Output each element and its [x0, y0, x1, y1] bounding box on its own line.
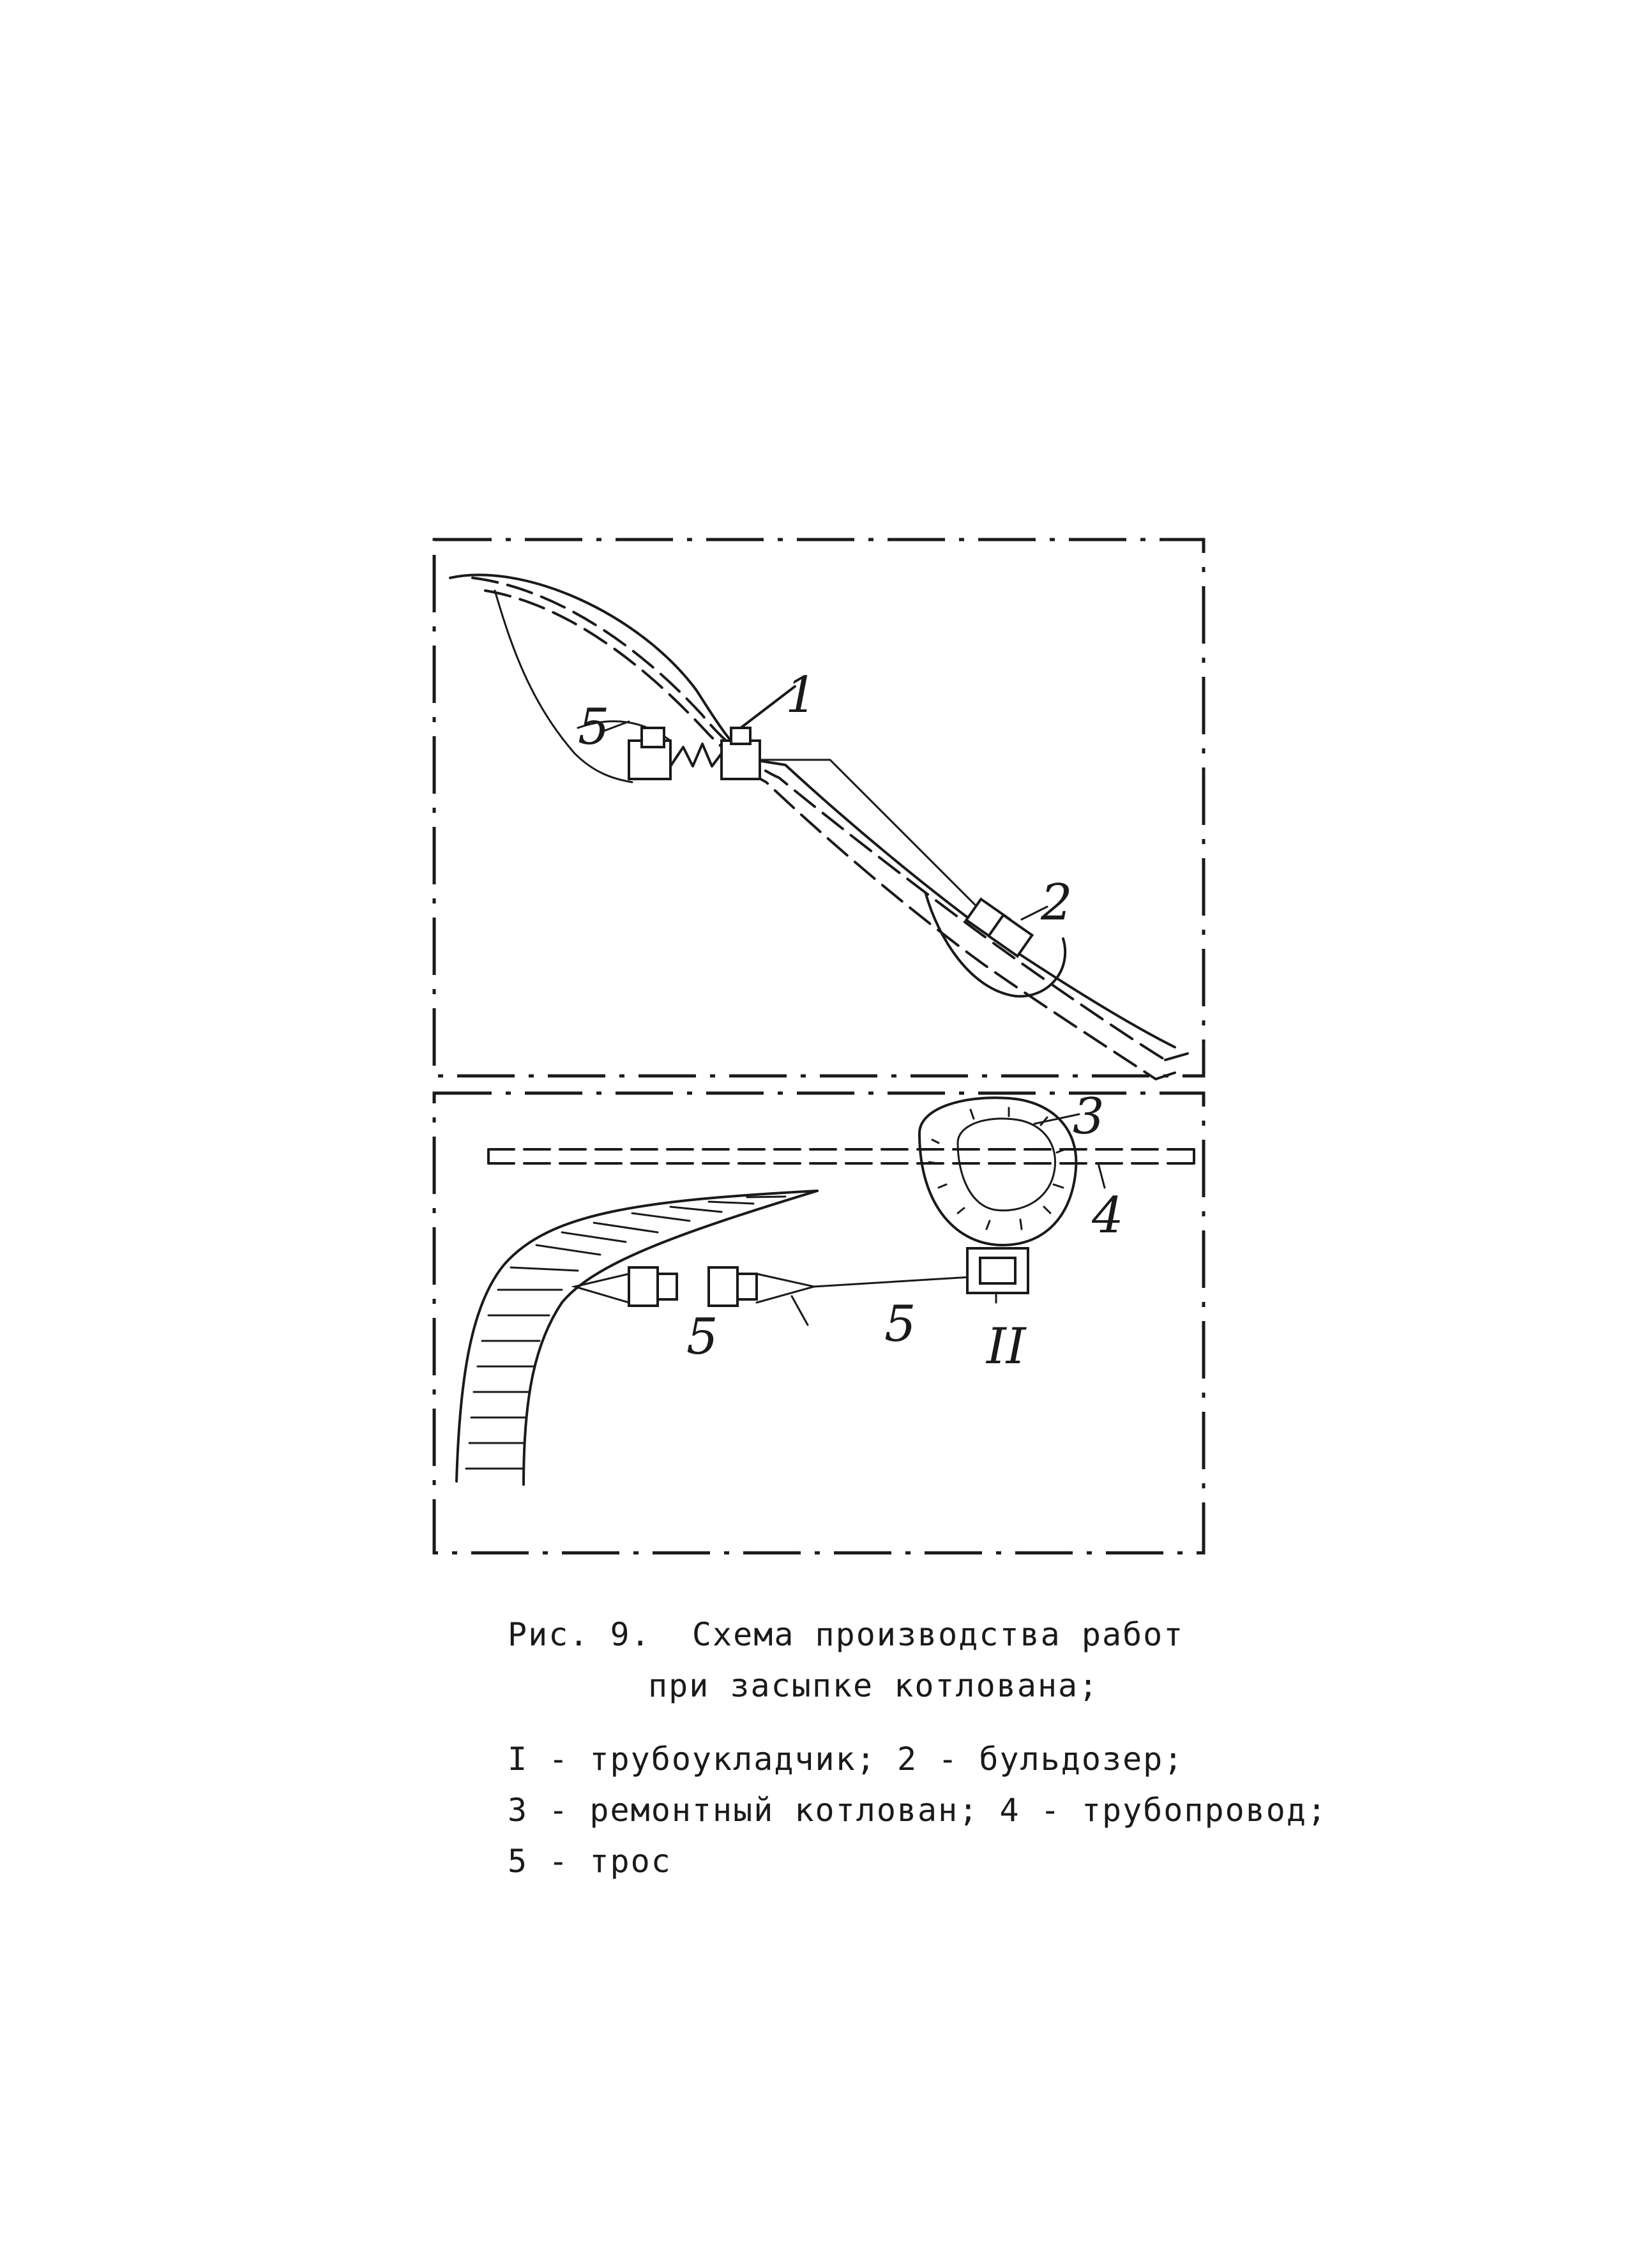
trench-lower-edge: [485, 591, 1156, 1079]
embankment-hatching: [466, 1197, 785, 1469]
figure-caption: [508, 1609, 1402, 1711]
callout-cable-bottom-left: 5: [686, 1308, 718, 1366]
legend-line-1: I - трубоукладчик; 2 - бульдозер;: [508, 1741, 1184, 1778]
callout-pipelayer: 1: [785, 667, 817, 724]
caption-subtitle: при засыпке котлована;: [648, 1667, 1100, 1704]
embankment-outer: [457, 1191, 817, 1481]
embankment-inner: [524, 1191, 817, 1485]
callout-pipeline: 4: [1092, 1187, 1124, 1244]
legend-line-3: 5 - трос: [508, 1843, 672, 1880]
caption-title: Рис. 9. Схема производства работ: [508, 1616, 1184, 1653]
trench-upper-edge: [472, 578, 1165, 1060]
legend-line-2: 3 - ремонтный котлован; 4 - трубопровод;: [508, 1792, 1328, 1829]
cable-lower: [792, 1277, 971, 1325]
lower-panel-plan-view: [434, 1088, 1204, 1553]
bulldozer-machine-bottom: [967, 1248, 1028, 1303]
upper-panel-frame: [434, 540, 1204, 1076]
callout-repair-pit: 3: [1073, 1088, 1105, 1145]
callout-cable-bottom-right: 5: [884, 1296, 916, 1353]
upper-panel-side-view: [434, 540, 1204, 1079]
pipeline-plan-ends: [488, 1149, 1194, 1163]
figure-legend: [508, 1734, 1561, 1887]
spoil-heap-left: [495, 591, 632, 782]
slope-surface-line: [450, 575, 1175, 1047]
pipelayer-machine: [629, 728, 760, 779]
callout-bulldozer-bottom: II: [986, 1318, 1026, 1375]
callout-cable-top: 5: [578, 699, 610, 756]
cable-upper: [760, 760, 996, 926]
towed-pipelayers: [575, 1267, 814, 1306]
callout-bulldozer: 2: [1041, 874, 1073, 932]
pipeline-leader-line: [1098, 1163, 1105, 1188]
